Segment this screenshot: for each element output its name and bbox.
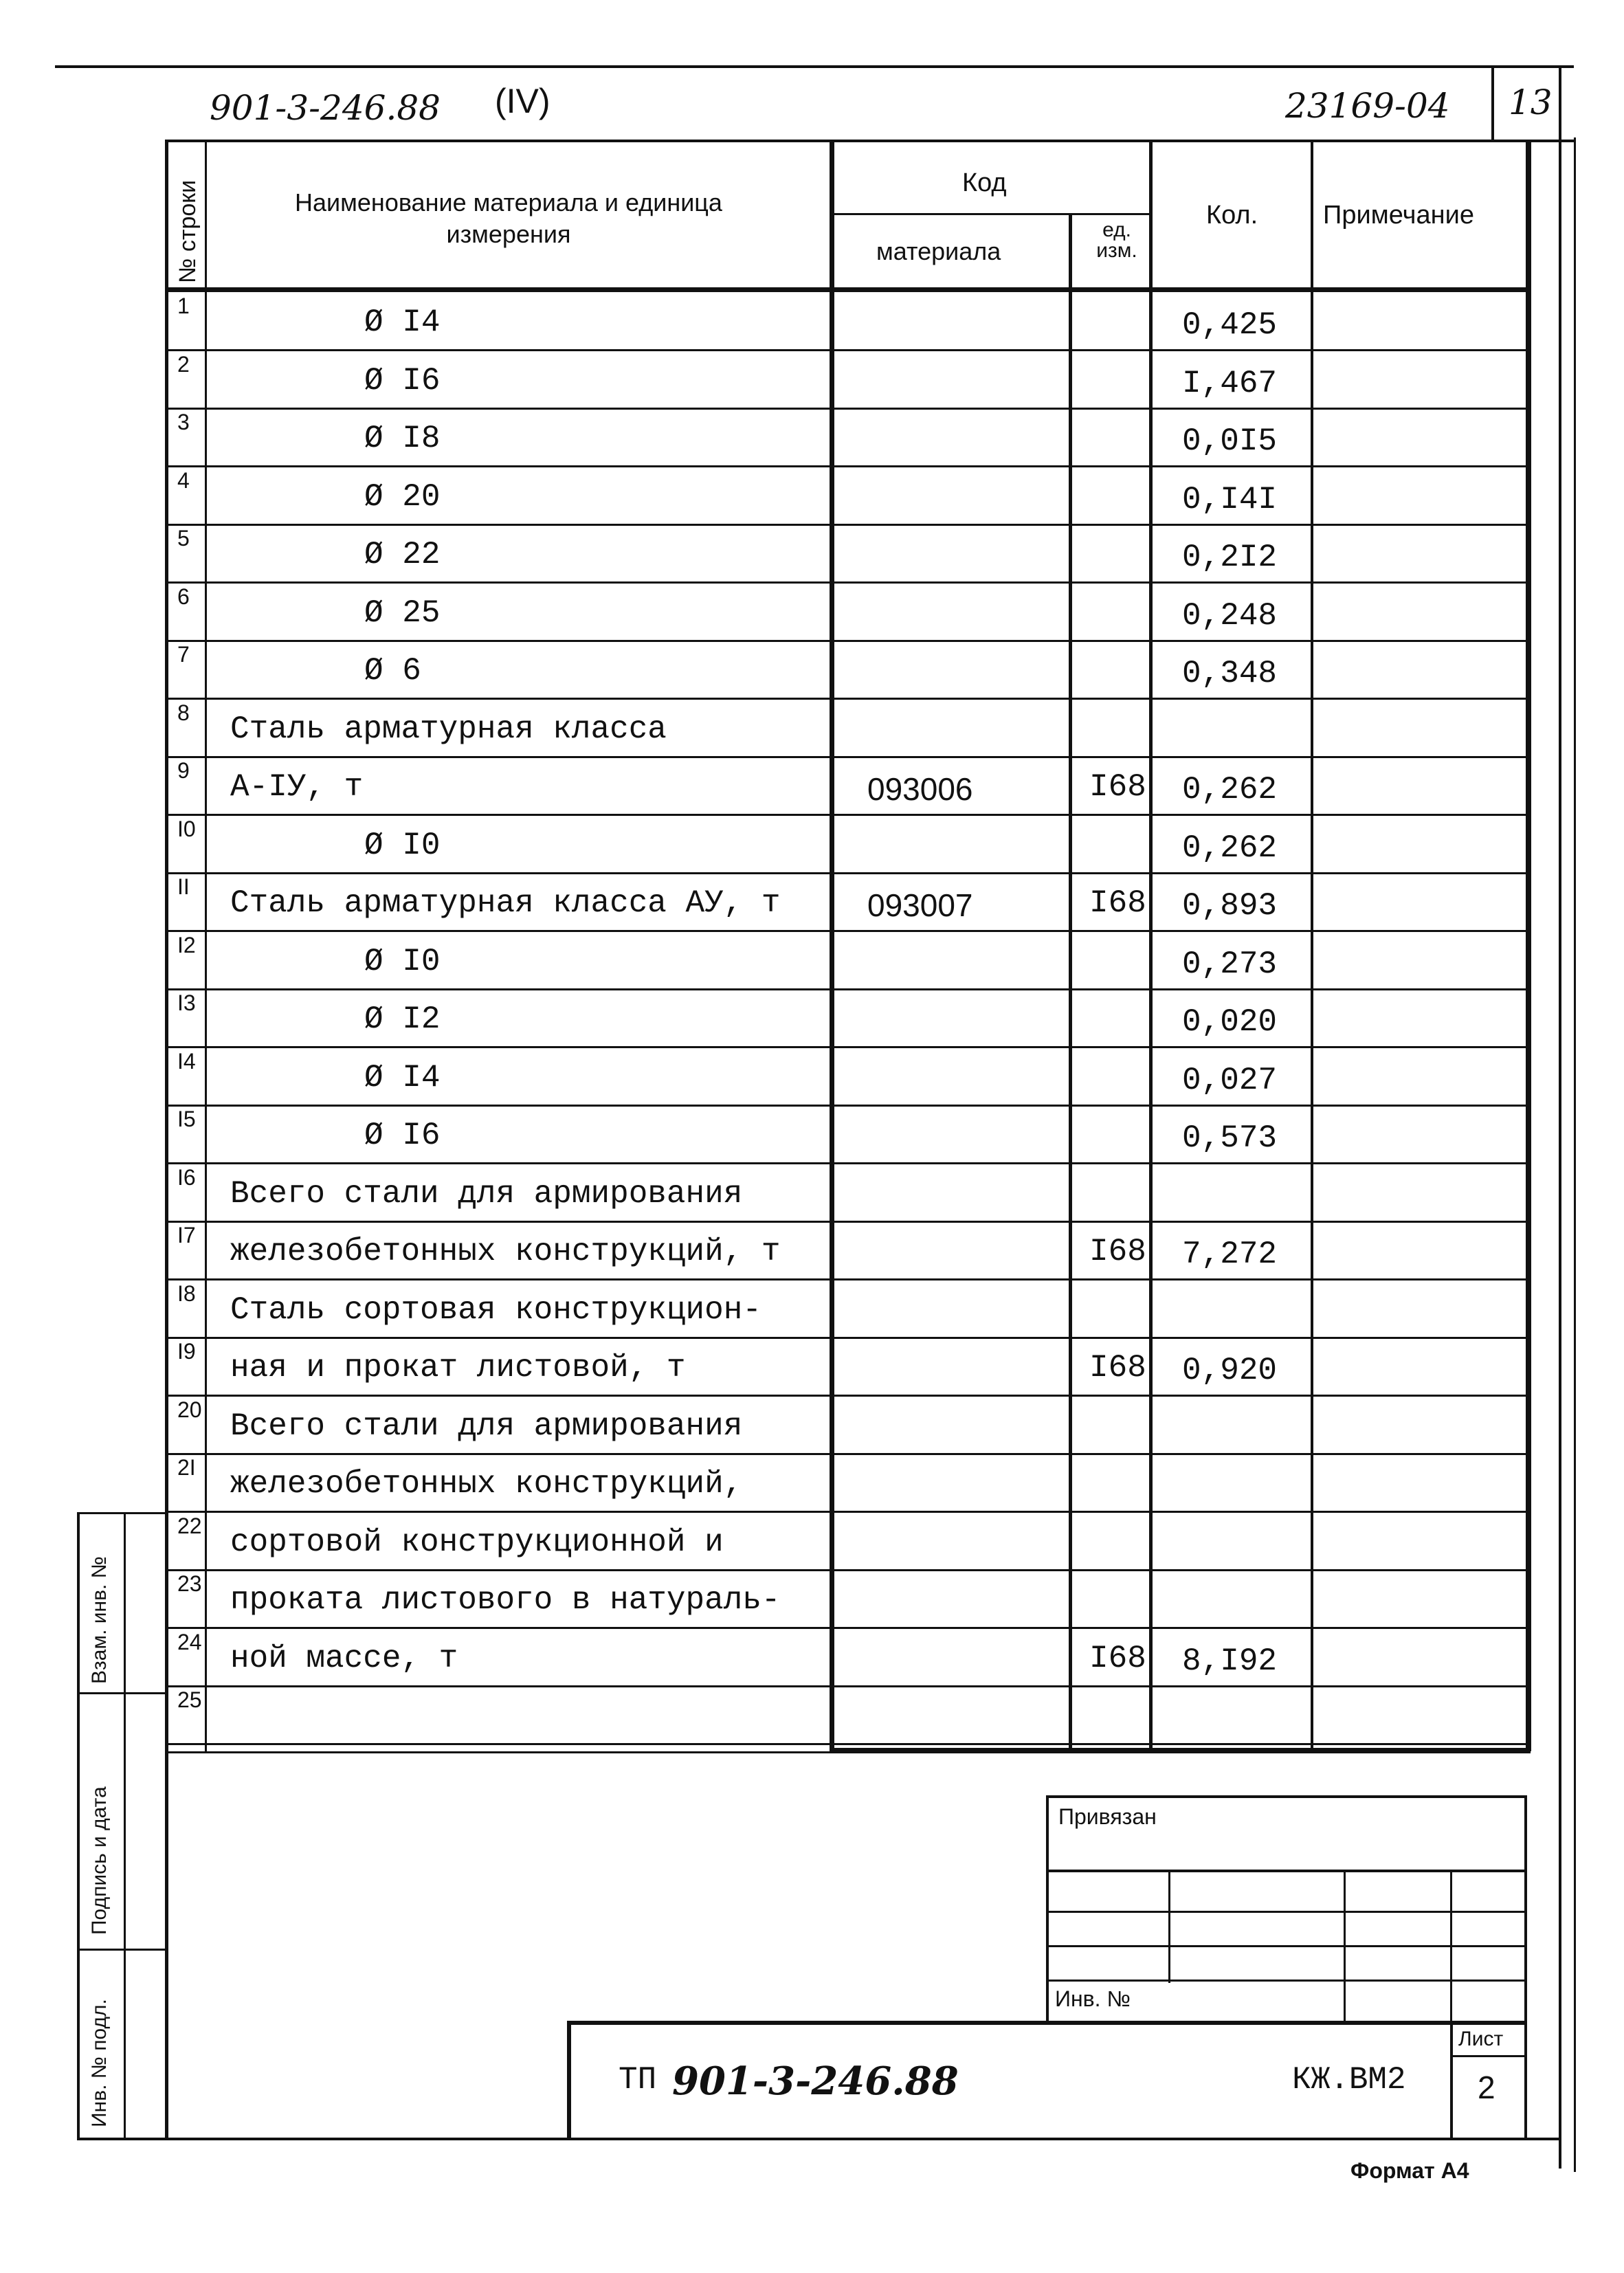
code-subheader-rule	[832, 213, 1151, 215]
privyazan-div-2	[1344, 1870, 1346, 2021]
row-rule	[165, 814, 1529, 816]
row-name: ной массе, т	[230, 1641, 458, 1676]
header-bottom-rule	[165, 287, 1529, 292]
row-qty: 0,348	[1182, 656, 1278, 691]
row-name: Ø I2	[364, 1001, 441, 1037]
privyazan-rule-4	[1046, 1980, 1527, 1982]
row-rule	[165, 465, 1529, 467]
sheet-number: 2	[1478, 2070, 1495, 2105]
row-rule	[165, 930, 1529, 932]
format-label: Формат А4	[1350, 2158, 1469, 2183]
row-name: Ø 25	[364, 595, 441, 631]
row-number: 25	[177, 1687, 202, 1712]
row-rule	[165, 1105, 1529, 1107]
row-name: Сталь арматурная класса АУ, т	[230, 885, 781, 921]
row-number: 6	[177, 584, 190, 609]
sheet-box-rule	[1450, 2055, 1526, 2057]
main-bottom-rule	[165, 1751, 1531, 1753]
row-number: 2I	[177, 1455, 196, 1480]
row-qty: I,467	[1182, 366, 1278, 401]
row-rule	[165, 1162, 1529, 1164]
table-right-border	[1526, 140, 1531, 1751]
row-number: II	[177, 874, 190, 899]
row-rule	[165, 640, 1529, 642]
code-col-divider	[1069, 213, 1072, 1751]
drawing-code: КЖ.ВМ2	[1292, 2062, 1406, 2098]
row-name: сортовой конструкционной и	[230, 1524, 724, 1560]
row-number: 3	[177, 410, 190, 434]
row-unit: I68	[1089, 1234, 1146, 1269]
header-rule	[165, 140, 1574, 142]
stamp-bottom	[77, 2138, 1561, 2140]
row-rule	[165, 988, 1529, 990]
row-name: А-IУ, т	[230, 769, 364, 805]
doc-number-handwritten: 901-3-246.88	[210, 88, 441, 128]
row-rule	[165, 581, 1529, 584]
row-rule	[165, 1453, 1529, 1455]
row-number: I4	[177, 1049, 196, 1074]
row-rule	[165, 1569, 1529, 1571]
inv-no-label: Инв. №	[1055, 1986, 1131, 2011]
stamp-top	[77, 1512, 168, 1514]
row-qty: 0,893	[1182, 888, 1278, 924]
row-number: I0	[177, 817, 196, 841]
privyazan-left	[1046, 1795, 1049, 2022]
rownum-col-divider	[205, 140, 207, 1751]
row-number: 20	[177, 1397, 202, 1422]
qty-col-divider	[1311, 140, 1313, 1751]
right-border-outer	[1574, 137, 1576, 2172]
header-name	[289, 187, 728, 250]
row-qty: 0,248	[1182, 598, 1278, 634]
privyazan-rule-2	[1046, 1911, 1527, 1913]
row-rule	[165, 1511, 1529, 1513]
stamp-mid-border	[124, 1512, 126, 2140]
row-rule	[165, 698, 1529, 700]
row-rule	[165, 349, 1529, 351]
row-number: I8	[177, 1281, 196, 1306]
row-rule	[165, 756, 1529, 758]
row-name: Ø 20	[364, 479, 441, 515]
row-name: Сталь сортовая конструкцион-	[230, 1292, 761, 1328]
row-unit: I68	[1089, 885, 1146, 921]
row-code: 093007	[867, 887, 973, 923]
row-number: I6	[177, 1165, 196, 1190]
row-name: проката листового в натураль-	[230, 1582, 781, 1618]
page-number: 13	[1509, 82, 1553, 122]
row-rule	[165, 1395, 1529, 1397]
row-number: 23	[177, 1571, 202, 1596]
row-rule	[165, 408, 1529, 410]
row-number: 1	[177, 293, 190, 318]
unit-col-divider	[1149, 140, 1153, 1751]
table-left-border	[165, 140, 168, 2140]
header-note: Примечание	[1323, 201, 1474, 230]
row-qty: 0,425	[1182, 307, 1278, 343]
row-qty: 8,I92	[1182, 1643, 1278, 1679]
header-qty: Кол.	[1206, 201, 1258, 230]
row-number: 4	[177, 468, 190, 493]
row-unit: I68	[1089, 769, 1146, 805]
row-number: 5	[177, 526, 190, 551]
row-number: 24	[177, 1630, 202, 1654]
row-rule	[165, 1743, 1529, 1745]
header-code-unit	[1093, 220, 1141, 261]
row-name: ная и прокат листовой, т	[230, 1350, 686, 1386]
row-rule	[165, 1627, 1529, 1629]
row-number: 9	[177, 758, 190, 783]
row-rule	[165, 1046, 1529, 1048]
row-name: Всего стали для армирования	[230, 1176, 743, 1212]
row-name: Всего стали для армирования	[230, 1408, 743, 1444]
row-name: Ø 6	[364, 653, 421, 689]
row-name: Сталь арматурная класса	[230, 711, 667, 747]
row-qty: 0,027	[1182, 1063, 1278, 1098]
right-border	[1559, 65, 1561, 2169]
row-name: Ø I6	[364, 363, 441, 399]
row-number: I5	[177, 1107, 196, 1131]
row-qty: 0,0I5	[1182, 423, 1278, 459]
privyazan-rule-1	[1046, 1870, 1527, 1872]
stamp-rule-2	[77, 1949, 168, 1951]
row-rule	[165, 1337, 1529, 1339]
row-name: железобетонных конструкций, т	[230, 1234, 781, 1269]
row-qty: 7,272	[1182, 1237, 1278, 1272]
row-rule	[165, 524, 1529, 526]
row-name: железобетонных конструкций,	[230, 1466, 743, 1502]
row-number: I3	[177, 990, 196, 1015]
privyazan-right	[1524, 1795, 1527, 2139]
top-rule	[55, 65, 1574, 68]
row-code: 093006	[867, 771, 973, 807]
stamp-vzam-inv: Взам. инв. №	[88, 1556, 111, 1684]
row-rule	[165, 1221, 1529, 1223]
stamp-left-border	[77, 1512, 80, 2140]
header-code-unit-text: ед. изм.	[1096, 219, 1137, 262]
row-name: Ø I0	[364, 944, 441, 979]
row-qty: 0,262	[1182, 830, 1278, 866]
page-number-divider	[1491, 65, 1494, 141]
archive-number: 23169-04	[1285, 86, 1450, 126]
privyazan-rule-3	[1046, 1945, 1527, 1947]
row-qty: 0,920	[1182, 1353, 1278, 1388]
row-name: Ø 22	[364, 537, 441, 573]
stamp-main-left	[567, 2021, 571, 2139]
row-number: 2	[177, 352, 190, 377]
header-code: Код	[962, 168, 1007, 197]
row-rule	[165, 1685, 1529, 1687]
stamp-inv-podl: Инв. № подл.	[88, 1999, 111, 2127]
row-unit: I68	[1089, 1350, 1146, 1386]
row-number: I2	[177, 933, 196, 957]
row-qty: 0,273	[1182, 946, 1278, 982]
row-name: Ø I4	[364, 1060, 441, 1096]
row-name: Ø I6	[364, 1118, 441, 1153]
row-number: 22	[177, 1514, 202, 1538]
privyazan-top	[1046, 1795, 1527, 1798]
project-prefix: ТП	[619, 2062, 657, 2098]
stamp-podpis-data: Подпись и дата	[88, 1786, 111, 1935]
header-code-material: материала	[876, 237, 1001, 265]
project-number: 901-3-246.88	[672, 2059, 959, 2104]
header-name-text: Наименование материала и единица измерения	[295, 188, 722, 248]
stamp-main-top	[567, 2021, 1527, 2025]
row-rule	[165, 872, 1529, 874]
row-qty: 0,262	[1182, 772, 1278, 808]
privyazan-div-1	[1168, 1870, 1170, 1983]
stamp-rule-1	[77, 1692, 168, 1694]
header-row-no: № строки	[175, 179, 201, 283]
row-qty: 0,573	[1182, 1120, 1278, 1156]
row-name: Ø I8	[364, 421, 441, 456]
row-number: I7	[177, 1223, 196, 1248]
row-number: 7	[177, 642, 190, 667]
row-qty: 0,I4I	[1182, 482, 1278, 518]
privyazan-label: Привязан	[1058, 1804, 1157, 1829]
sheet-label: Лист	[1458, 2028, 1504, 2050]
name-col-divider	[830, 140, 834, 1751]
row-rule	[165, 1278, 1529, 1280]
sheet-box-left	[1450, 2021, 1453, 2139]
row-qty: 0,2I2	[1182, 540, 1278, 575]
row-qty: 0,020	[1182, 1004, 1278, 1040]
row-name: Ø I4	[364, 304, 441, 340]
privyazan-div-3	[1450, 1870, 1452, 2021]
row-unit: I68	[1089, 1641, 1146, 1676]
row-number: 8	[177, 700, 190, 725]
part-label: (IV)	[495, 82, 550, 120]
row-number: I9	[177, 1339, 196, 1364]
row-name: Ø I0	[364, 828, 441, 863]
